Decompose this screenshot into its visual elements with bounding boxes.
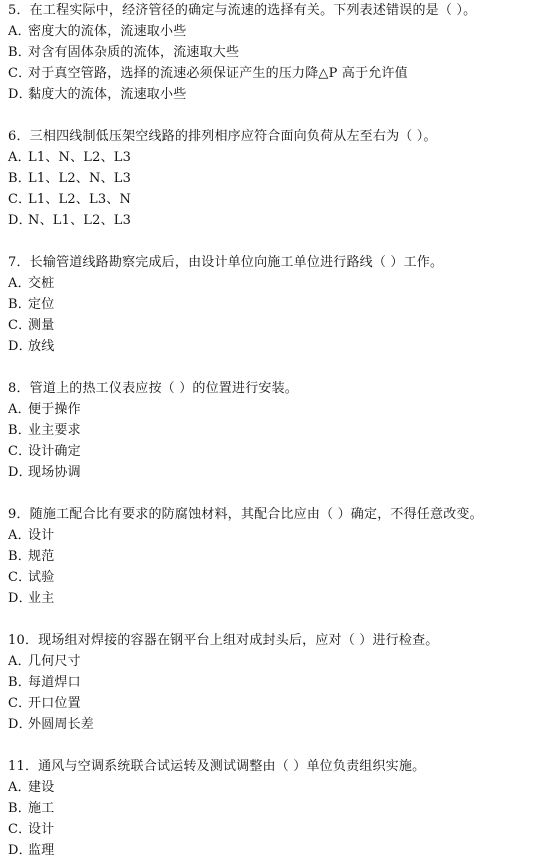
question-stem: 10．现场组对焊接的容器在钢平台上组对成封头后，应对（ ）进行检查。	[8, 633, 439, 648]
option-text: 设计确定	[28, 444, 81, 459]
option-text: 对含有固体杂质的流体，流速取大些	[28, 45, 240, 60]
option-letter: B．	[8, 675, 31, 690]
option-letter: C．	[8, 192, 32, 207]
spacer	[8, 735, 548, 756]
option-letter: D．	[8, 591, 32, 606]
option-d	[8, 588, 548, 609]
option-letter: A．	[8, 780, 31, 795]
option-a	[8, 273, 548, 294]
spacer	[8, 231, 548, 252]
option-a	[8, 525, 548, 546]
option-text: 试验	[28, 570, 55, 585]
question-stem: 8．管道上的热工仪表应按（ ）的位置进行安装。	[8, 381, 299, 396]
option-text: 交桩	[28, 276, 55, 291]
spacer	[8, 357, 548, 378]
option-c	[8, 819, 548, 840]
option-text: 监理	[28, 843, 55, 858]
question-stem: 9．随施工配合比有要求的防腐蚀材料，其配合比应由（ ）确定，不得任意改变。	[8, 507, 483, 522]
option-text: L1、L2、N、L3	[28, 171, 132, 186]
option-letter: C．	[8, 318, 32, 333]
option-letter: D．	[8, 465, 32, 480]
option-text: L1、N、L2、L3	[28, 150, 132, 165]
option-text: 几何尺寸	[28, 654, 81, 669]
option-d	[8, 462, 548, 483]
option-letter: A．	[8, 402, 31, 417]
question-stem: 6．三相四线制低压架空线路的排列相序应符合面向负荷从左至右为（ ）。	[8, 129, 437, 144]
option-letter: C．	[8, 444, 32, 459]
option-text: 业主	[28, 591, 55, 606]
option-text: 现场协调	[28, 465, 81, 480]
option-c	[8, 189, 548, 210]
option-b	[8, 42, 548, 63]
option-text: 每道焊口	[28, 675, 81, 690]
option-letter: B．	[8, 297, 31, 312]
option-text: 外圆周长差	[28, 717, 95, 732]
option-d	[8, 336, 548, 357]
question-8	[8, 378, 548, 483]
option-letter: D．	[8, 339, 32, 354]
exam-page	[8, 0, 548, 861]
question-6	[8, 126, 548, 231]
option-text: 业主要求	[28, 423, 81, 438]
option-letter: C．	[8, 822, 32, 837]
question-9	[8, 504, 548, 609]
option-text: 设计	[28, 822, 55, 837]
option-letter: B．	[8, 45, 31, 60]
option-c	[8, 693, 548, 714]
option-b	[8, 546, 548, 567]
option-a	[8, 399, 548, 420]
option-letter: C．	[8, 696, 32, 711]
option-text: L1、L2、L3、N	[28, 192, 132, 207]
option-letter: A．	[8, 150, 31, 165]
option-c	[8, 315, 548, 336]
option-letter: C．	[8, 570, 32, 585]
option-text: 定位	[28, 297, 55, 312]
option-letter: B．	[8, 801, 31, 816]
spacer	[8, 609, 548, 630]
option-text: 密度大的流体，流速取小些	[28, 24, 187, 39]
option-text: 对于真空管路，选择的流速必须保证产生的压力降△P 高于允许值	[28, 66, 408, 81]
option-text: 设计	[28, 528, 55, 543]
option-d	[8, 84, 548, 105]
question-5	[8, 0, 548, 105]
option-letter: B．	[8, 423, 31, 438]
question-7	[8, 252, 548, 357]
option-text: 开口位置	[28, 696, 81, 711]
question-stem: 11．通风与空调系统联合试运转及测试调整由（ ）单位负责组织实施。	[8, 759, 426, 774]
option-text: 放线	[28, 339, 55, 354]
option-letter: B．	[8, 171, 31, 186]
option-letter: C．	[8, 66, 32, 81]
option-letter: A．	[8, 654, 31, 669]
option-b	[8, 798, 548, 819]
option-d	[8, 714, 548, 735]
option-a	[8, 21, 548, 42]
option-a	[8, 777, 548, 798]
spacer	[8, 483, 548, 504]
option-letter: A．	[8, 528, 31, 543]
option-letter: A．	[8, 24, 31, 39]
option-text: N、L1、L2、L3	[28, 213, 132, 228]
question-stem: 7．长输管道线路勘察完成后，由设计单位向施工单位进行路线（ ）工作。	[8, 255, 444, 270]
option-d	[8, 210, 548, 231]
option-b	[8, 672, 548, 693]
option-c	[8, 567, 548, 588]
option-b	[8, 420, 548, 441]
option-c	[8, 63, 548, 84]
option-a	[8, 651, 548, 672]
option-text: 黏度大的流体，流速取小些	[28, 87, 187, 102]
question-11	[8, 756, 548, 861]
option-letter: D．	[8, 213, 32, 228]
option-letter: D．	[8, 843, 32, 858]
option-text: 规范	[28, 549, 55, 564]
option-letter: D．	[8, 717, 32, 732]
spacer	[8, 105, 548, 126]
option-letter: A．	[8, 276, 31, 291]
option-b	[8, 168, 548, 189]
option-text: 测量	[28, 318, 55, 333]
option-c	[8, 441, 548, 462]
option-b	[8, 294, 548, 315]
option-text: 便于操作	[28, 402, 81, 417]
option-text: 建设	[28, 780, 55, 795]
option-a	[8, 147, 548, 168]
option-text: 施工	[28, 801, 55, 816]
option-letter: B．	[8, 549, 31, 564]
question-10	[8, 630, 548, 735]
option-letter: D．	[8, 87, 32, 102]
question-stem: 5．在工程实际中，经济管径的确定与流速的选择有关。下列表述错误的是（ ）。	[8, 3, 477, 18]
